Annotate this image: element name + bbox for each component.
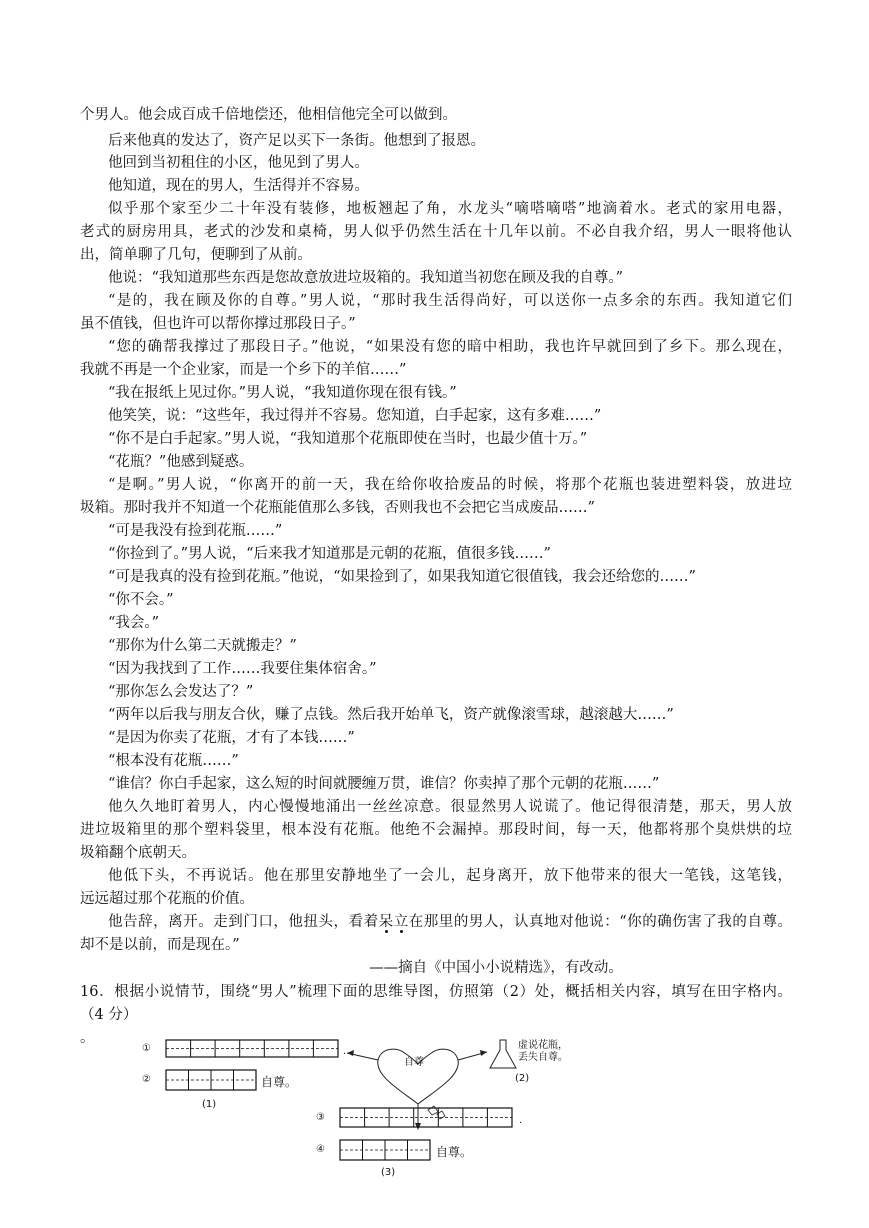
text-line: “花瓶？”他感到疑惑。 [108,454,254,470]
source-citation: ——摘自《中国小小说精选》，有改动。 [369,960,623,976]
text-line: “两年以后我与朋友合伙，赚了点钱。然后我开始单飞，资产就像滚雪球，越滚越大……” [108,707,674,723]
text-line: 他说：“我知道那些东西是您故意放进垃圾箱的。我知道当初您在顾及我的自尊。” [108,270,624,286]
text-line: 却不是以前，而是现在。” [80,937,240,953]
question-16-text: 16．根据小说情节，围绕“男人”梳理下面的思维导图，仿照第（2）处，概括相关内容，填写在田字格内。 [80,984,792,1000]
text-line: 他告辞，离开。走到门口，他扭头，看着呆立在那里的男人，认真地对他说：“你的确伤害了我的自尊。 [108,914,792,930]
text-line: 我就不再是一个企业家，而是一个乡下的羊倌……” [80,362,407,378]
text-line: 他久久地盯着男人，内心慢慢地涌出一丝丝凉意。很显然男人说谎了。他记得很清楚，那天，男人放 [108,799,792,815]
heart-shard [437,1111,445,1119]
text-line: “我会。” [108,615,160,631]
label-3: (3) [381,1167,396,1178]
row-4-number: ④ [316,1144,325,1155]
text-line: “谁信？你白手起家，这么短的时间就腰缠万贯，谁信？你卖掉了那个元朝的花瓶……” [108,776,660,792]
text-line: “是啊。”男人说，“你离开的前一天，我在给你收拾废品的时候，将那个花瓶也装进塑料袋，放进垃 [108,477,792,493]
text-line: 老式的厨房用具，老式的沙发和桌椅，男人似乎仍然生活在十几年以前。不必自我介绍，男人一眼将他认 [80,224,792,240]
text-line: “是的，我在顾及你的自尊。”男人说，“那时我生活得尚好，可以送你一点多余的东西。我知道它们 [108,293,792,309]
text-line: “你捡到了。”男人说，“后来我才知道那是元朝的花瓶，值很多钱……” [108,546,551,562]
row-3-number: ③ [316,1112,325,1123]
label-1: (1) [202,1099,217,1110]
row-1-number: ① [142,1043,151,1054]
tianzige-row-4[interactable] [340,1140,430,1160]
text-line: 他知道，现在的男人，生活得并不容易。 [108,178,369,194]
text-line: “可是我没有捡到花瓶……” [108,523,283,539]
text-line: 后来他真的发达了，资产足以买下一条街。他想到了报恩。 [108,133,485,149]
text-line: 虽不值钱，但也许可以帮你撑过那段日子。” [80,316,356,332]
heart-shard [428,1106,438,1115]
text-line: “因为我找到了工作……我要住集体宿舍。” [108,661,377,677]
heart-shape [378,1049,458,1104]
question-16-score: （4 分） [80,1007,138,1023]
text-line: 圾箱。那时我并不知道一个花瓶能值那么多钱，否则我也不会把它当成废品……” [80,500,595,516]
text-line: 他低下头，不再说话。他在那里安静地坐了一会儿，起身离开，放下他带来的很大一笔钱，这笔钱， [108,868,792,884]
heart-label: 自尊 [404,1057,424,1068]
text-line: “那你怎么会发达了？” [108,684,254,700]
row-3-period: . [519,1115,523,1126]
text-line: “是因为你卖了花瓶，才有了本钱……” [108,730,355,746]
row-2-number: ② [142,1074,151,1085]
text-line: “那你为什么第二天就搬走？” [108,638,297,654]
vase-text-line-2: 丢失自尊。 [518,1052,568,1063]
row-2-suffix: 自尊。 [261,1075,298,1089]
text-line: 个男人。他会成百成千倍地偿还，他相信他完全可以做到。 [80,107,457,123]
text-line: 进垃圾箱里的那个塑料袋里，根本没有花瓶。他绝不会漏掉。那段时间，每一天，他都将那个臭烘烘的垃 [80,822,792,838]
text-line: “你不会。” [108,592,174,608]
text-line: 出，简单聊了几句，便聊到了从前。 [80,247,312,263]
emphasis-char: 呆 [378,914,394,930]
text-line: “您的确帮我撑过了那段日子。”他说，“如果没有您的暗中相助，我也许早就回到了乡下。那么现在， [108,339,792,355]
text-line: 他笑笑，说：“这些年，我过得并不容易。您知道，白手起家，这有多难……” [108,408,602,424]
tianzige-row-3[interactable] [340,1108,512,1127]
text-line: “可是我真的没有捡到花瓶。”他说，“如果捡到了，如果我知道它很值钱，我会还给您的……” [108,569,696,585]
text-line: “你不是白手起家。”男人说，“我知道那个花瓶即使在当时，也最少值十万。” [108,431,588,447]
text-line: “我在报纸上见过你。”男人说，“我知道你现在很有钱。” [108,385,457,401]
text-line: “根本没有花瓶……” [108,753,239,769]
text-line: 他回到当初租住的小区，他见到了男人。 [108,155,369,171]
row-4-suffix: 自尊。 [436,1145,473,1159]
vase-text-line-1: 虚说花瓶， [518,1040,568,1051]
text-line: 远远超过那个花瓶的价值。 [80,891,254,907]
row-1-period: . [343,1046,347,1057]
emphasis-char: 立 [393,914,409,930]
text-line: 圾箱翻个底朝天。 [80,845,196,861]
stray-mark: 。 [80,1030,95,1046]
label-2: (2) [515,1073,530,1084]
text-line: 似乎那个家至少二十年没有装修，地板翘起了角，水龙头“嘀嗒嘀嗒”地滴着水。老式的家用电器， [108,201,792,217]
tianzige-row-2[interactable] [166,1070,256,1090]
